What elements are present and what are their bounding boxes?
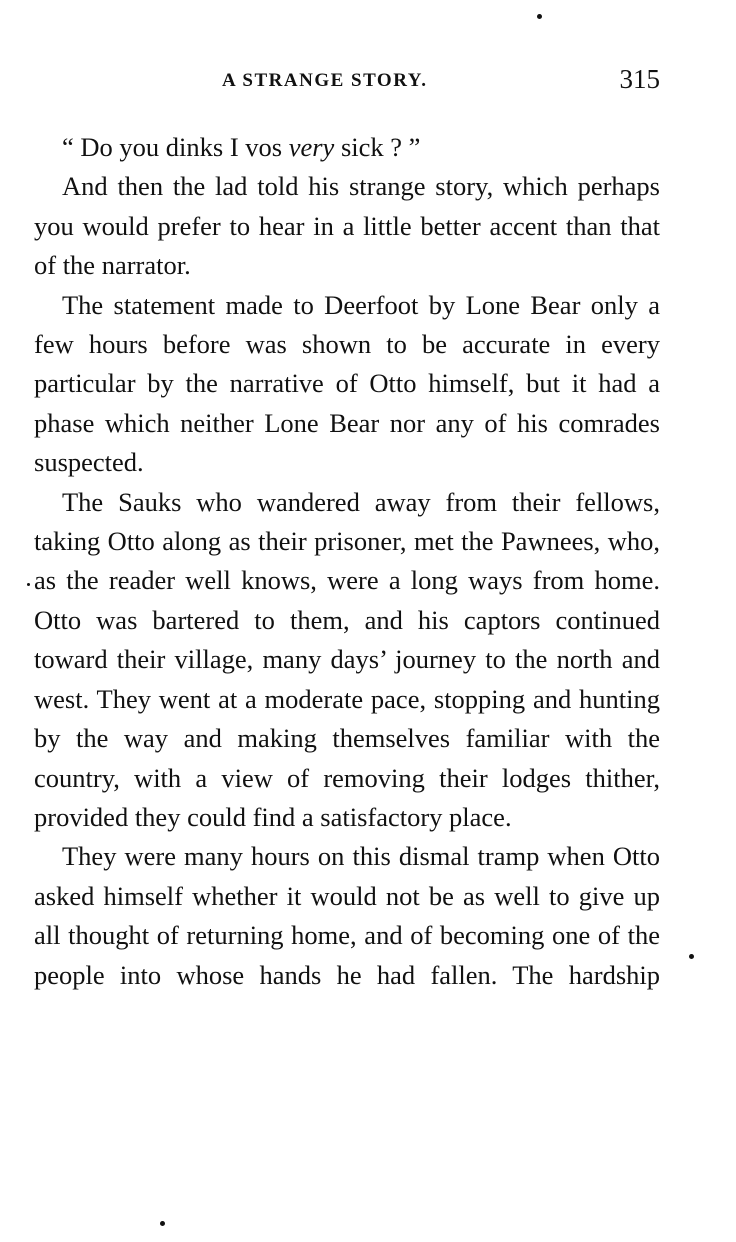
paragraph-dialogue: [34, 128, 660, 167]
ink-speck: [27, 583, 30, 586]
ink-speck: [160, 1221, 165, 1226]
paragraph: They were many hours on this dismal tramp when Otto asked himself whether it would not be as well to give up all thought of returning home, and of becoming one of the people into whose hands he had fallen. The hardship: [34, 841, 660, 990]
paragraph: The Sauks who wandered away from their fellows, taking Otto along as their prisoner, met the Pawnees, who, as the reader well knows, were a long ways from home. Otto was bartered to them, and his captors continued toward their village, many days’ journey to the north and west. They went at a moderate pace, stopping and hunting by the way and making themselves familiar with the country, with a view of removing their lodges thither, provided they could find a satisfactory place.: [34, 486, 660, 832]
ink-speck: [689, 954, 694, 959]
running-title: A STRANGE STORY.: [222, 70, 428, 91]
dialogue-start: “ Do you dinks I vos: [62, 132, 289, 162]
body-text: [34, 128, 660, 995]
paragraph: And then the lad told his strange story, which perhaps you would prefer to hear in a little better accent than that of the narrator.: [34, 171, 660, 281]
ink-speck: [537, 14, 542, 19]
paragraph: The statement made to Deerfoot by Lone Bear only a few hours before was shown to be accurate in every particular by the narrative of Otto himself, but it had a phase which neither Lone Bear nor any of his comrades suspected.: [34, 289, 660, 478]
page-number: 315: [619, 64, 660, 94]
dialogue-end: sick ? ”: [334, 132, 421, 162]
page-header: [34, 64, 660, 100]
dialogue-emphasis: very: [288, 132, 335, 162]
